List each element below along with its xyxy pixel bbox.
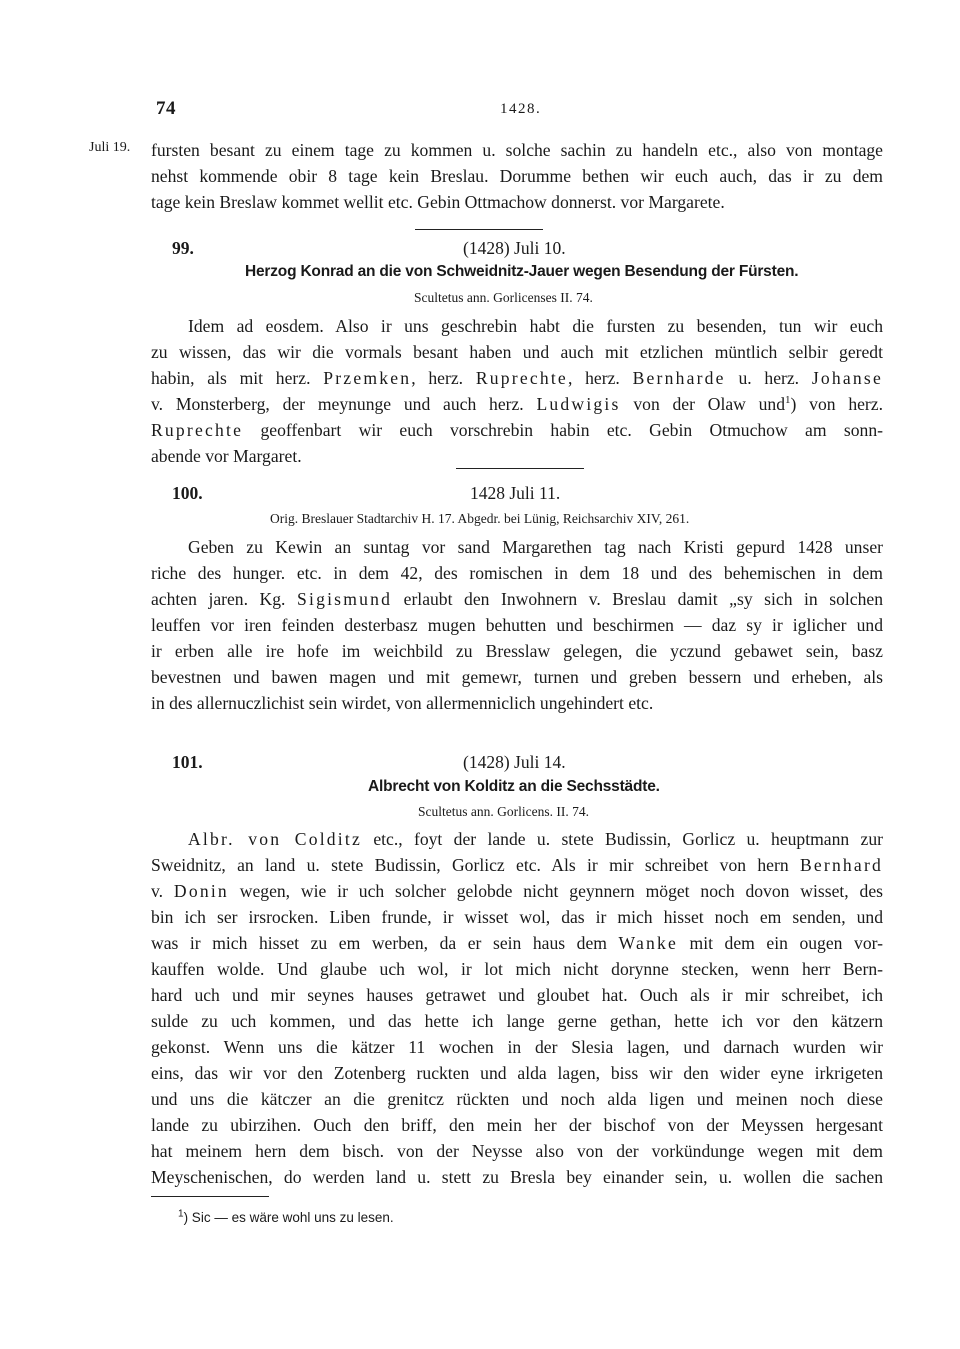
text-line: tage kein Breslaw kommet wellit etc. Gebin Ottmachow donnerst. vor Margarete. bbox=[151, 192, 725, 212]
text-line: habin, als mit herz. Przemken, herz. Ruprechte, herz. Bernharde u. herz. Johanse bbox=[151, 368, 883, 388]
spaced-name: Bernharde bbox=[632, 368, 726, 388]
footnote-mark: 1 bbox=[178, 1208, 184, 1220]
text-line: hat meinem hern dem bisch. von der Neysse also von der vorkündunge wegen mit dem bbox=[151, 1141, 883, 1161]
spaced-name: Ludwigis bbox=[536, 394, 621, 414]
text-line: leuffen vor iren feinden desterbasz mugen behutten und beschirmen — daz sy ir iglicher und bbox=[151, 615, 883, 635]
document-source: Orig. Breslauer Stadtarchiv H. 17. Abgedr. bei Lünig, Reichsarchiv XIV, 261. bbox=[270, 511, 690, 526]
text-line: lande zu ubirzihen. Ouch den briff, den mein her der bischof von der Meyssen hergesant bbox=[151, 1115, 883, 1135]
spaced-name: Wanke bbox=[618, 933, 678, 953]
text-line: Ruprechte geoffenbart wir euch vorschrebin habin etc. Gebin Otmuchow am sonn- bbox=[151, 420, 883, 440]
text-line: bin ich ser irsrocken. Liben frunde, ir wisset wol, das ir mich hisset noch em senden, und bbox=[151, 907, 883, 927]
spaced-name: Ruprechte bbox=[151, 420, 244, 440]
text-line: und uns die kätczer an die grenitcz rückten und noch alda ligen und meinen noch diese bbox=[151, 1089, 883, 1109]
text-line: bevestnen und bawen magen und mit gemewr, turnen und greben bessern und erheben, als bbox=[151, 667, 883, 687]
text-line: Albr. von Colditz etc., foyt der lande u. stete Budissin, Gorlicz u. heuptmann zur bbox=[188, 829, 884, 849]
document-source: Scultetus ann. Gorlicenses II. 74. bbox=[414, 290, 593, 305]
text-line: Geben zu Kewin an suntag vor sand Margarethen tag nach Kristi gepurd 1428 unser bbox=[188, 537, 883, 557]
text-line: riche des hunger. etc. in dem 42, des romischen in dem 18 und des behemischen in dem bbox=[151, 563, 883, 583]
spaced-name: Sigismund bbox=[297, 589, 393, 609]
document-date: (1428) Juli 10. bbox=[463, 238, 566, 258]
document-title: Albrecht von Kolditz an die Sechsstädte. bbox=[368, 778, 660, 795]
document-number: 101. bbox=[172, 752, 203, 772]
text-line: gekonst. Wenn uns die kätzer 11 wochen in der Slesia lagen, und darnach wurden wir bbox=[151, 1037, 883, 1057]
running-header-year: 1428. bbox=[500, 101, 542, 117]
document-date: (1428) Juli 14. bbox=[463, 752, 566, 772]
text-line: hard uch und mir seynes hauses getrawet und gloubet hat. Ouch als ir mir schreibet, ich bbox=[151, 985, 883, 1005]
footnote: $^1$) Sic — es wäre wohl uns zu lesen. bbox=[178, 1208, 394, 1225]
text-line: Idem ad eosdem. Also ir uns geschrebin habt die fursten zu besenden, tun wir euch bbox=[188, 316, 883, 336]
section-divider bbox=[456, 468, 584, 469]
spaced-name: Donin bbox=[173, 881, 229, 901]
text-line: in des allernuczlichist sein wirdet, von allermenniclich ungehindert etc. bbox=[151, 693, 654, 713]
margin-date-note: Juli 19. bbox=[89, 140, 131, 155]
document-number: 99. bbox=[172, 238, 194, 258]
spaced-name: Albr. von Colditz bbox=[188, 829, 362, 849]
spaced-name: Johanse bbox=[811, 368, 883, 388]
text-line: fursten besant zu einem tage zu kommen u. solche sachin zu handeln etc., also von montage bbox=[151, 140, 883, 160]
text-line: v. Monsterberg, der meynunge und auch herz. Ludwigis von der Olaw und$^1$) von herz. bbox=[151, 394, 883, 414]
text-line: achten jaren. Kg. Sigismund erlaubt den Inwohnern v. Breslau damit „sy sich in solchen bbox=[151, 589, 884, 609]
document-number: 100. bbox=[172, 483, 203, 503]
text-line: eins, das wir vor den Zotenberg ruckten und alda lagen, biss wir den wider eyne irkrigeten bbox=[151, 1063, 883, 1083]
document-source: Scultetus ann. Gorlicens. II. 74. bbox=[418, 804, 589, 819]
footnote-divider bbox=[151, 1196, 269, 1197]
page-number: 74 bbox=[156, 98, 176, 119]
footnote-reference: 1 bbox=[785, 394, 791, 407]
text-line: zu wissen, das wir die vormals besant haben und auch mit etzlichen müntlich selbir geredt bbox=[151, 342, 883, 362]
document-date: 1428 Juli 11. bbox=[470, 483, 561, 503]
text-line: Sweidnitz, an land u. stete Budissin, Gorlicz etc. Als ir mir schreibet von hern Bernhard bbox=[151, 855, 883, 875]
text-line: v. Donin wegen, wie ir uch solcher gelobde nicht geynnern möget noch dovon wisset, des bbox=[151, 881, 883, 901]
spaced-name: Ruprechte bbox=[475, 368, 568, 388]
spaced-name: Przemken bbox=[323, 368, 412, 388]
section-divider bbox=[415, 229, 543, 230]
text-line: nehst kommende obir 8 tage kein Breslau. Dorumme bethen wir euch auch, das ir zu dem bbox=[151, 166, 883, 186]
text-line: Meyschenischen, do werden land u. stett zu Bresla bey einander sein, u. wollen die sachen bbox=[151, 1167, 883, 1187]
text-line: kauffen wolde. Und glaube uch wol, ir lot mich nicht dorynne stecken, wenn herr Bern- bbox=[151, 959, 883, 979]
spaced-name: Bernhard bbox=[799, 855, 883, 875]
text-line: abende vor Margaret. bbox=[151, 446, 302, 466]
text-line: was ir mich hisset zu em werben, da er sein haus dem Wanke mit dem ein ougen vor- bbox=[151, 933, 883, 953]
text-line: sulde zu uch kommen, und das hette ich lange gerne gethan, hette ich vor den kätzern bbox=[151, 1011, 883, 1031]
document-title: Herzog Konrad an die von Schweidnitz-Jauer wegen Besendung der Fürsten. bbox=[245, 263, 799, 280]
text-line: ir erben alle ire hofe im weichbild zu Bresslaw gelegen, die yczund gebawet sein, basz bbox=[151, 641, 883, 661]
